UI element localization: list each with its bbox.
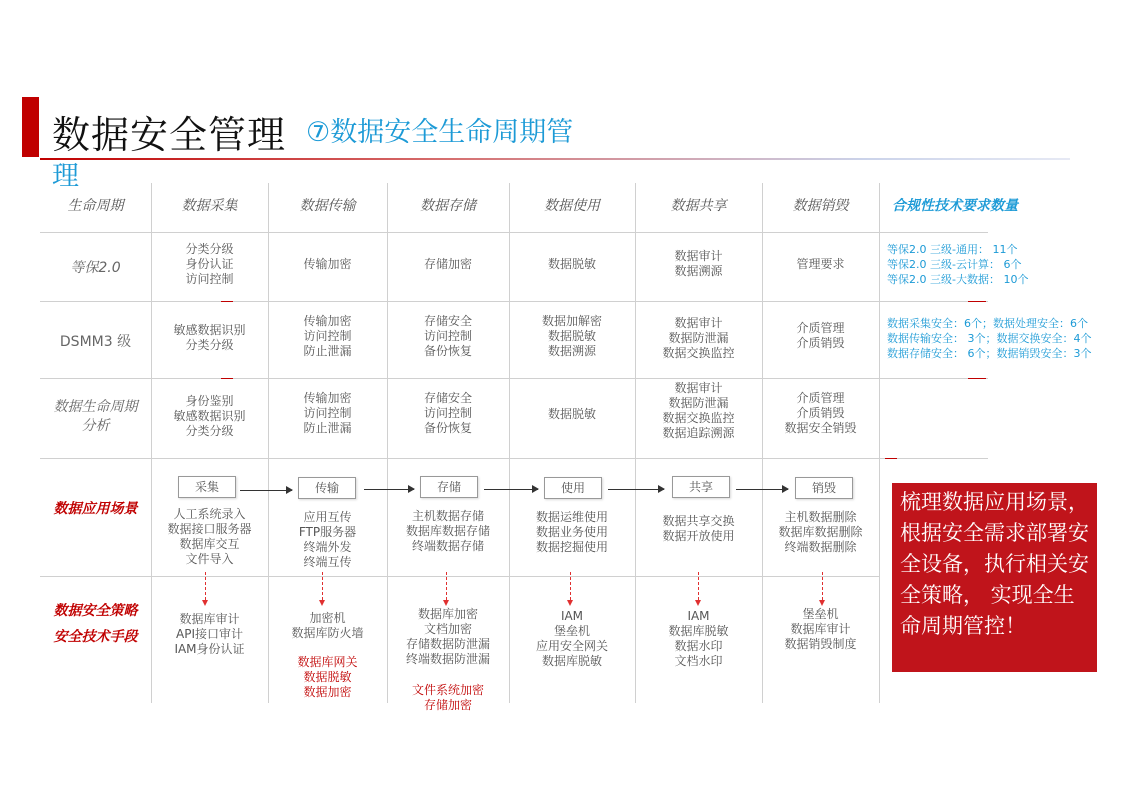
cell: 数据加解密 数据脱敏 数据溯源 xyxy=(541,314,602,358)
cell: 数据审计 数据防泄漏 数据交换监控 数据追踪溯源 xyxy=(662,381,735,440)
row-divider xyxy=(40,232,988,233)
row-divider xyxy=(40,458,988,459)
flow-arrow xyxy=(608,489,664,490)
cell: 存储安全 访问控制 备份恢复 xyxy=(423,314,472,358)
cell: 存储加密 xyxy=(423,257,472,271)
cell: 传输加密 xyxy=(303,257,352,271)
flow-box-collection: 采集 xyxy=(178,476,236,498)
header-transmission: 数据传输 xyxy=(299,198,356,214)
row-label-djbh: 等保2.0 xyxy=(70,260,121,276)
down-arrow xyxy=(698,572,699,600)
red-tick xyxy=(221,378,233,379)
row-label-policy: 数据安全策略 xyxy=(53,603,138,619)
flow-box-storage: 存储 xyxy=(420,476,478,498)
row-label-dsmm: DSMM3 级 xyxy=(59,334,132,350)
flow-arrow xyxy=(484,489,538,490)
cell: 传输加密 访问控制 防止泄漏 xyxy=(303,391,352,435)
column-divider xyxy=(879,183,880,703)
row-label-lifecycle-analysis: 数据生命周期 分析 xyxy=(53,399,138,434)
header-destruction: 数据销毁 xyxy=(792,198,849,214)
cell: 数据审计 数据防泄漏 数据交换监控 xyxy=(662,316,735,360)
row-label-scenarios: 数据应用场景 xyxy=(53,501,138,517)
red-tick xyxy=(968,378,986,379)
down-arrow xyxy=(205,572,206,600)
cell: 数据运维使用 数据业务使用 数据挖掘使用 xyxy=(535,510,608,554)
flow-arrow xyxy=(364,489,414,490)
compliance-count-dsmm: 数据采集安全：6个；数据处理安全：6个 数据传输安全： 3个；数据交换安全：4个 数据存储安全： 6个；数据销毁安全：3个 xyxy=(887,317,1092,360)
header-sharing: 数据共享 xyxy=(670,198,727,214)
row-divider xyxy=(40,576,880,577)
cell: 传输加密 访问控制 防止泄漏 xyxy=(303,314,352,358)
flow-box-destruction: 销毁 xyxy=(795,477,853,499)
cell: 加密机 数据库防火墙 xyxy=(291,611,364,640)
page-subtitle-continued: 理 xyxy=(52,161,79,192)
header-usage: 数据使用 xyxy=(544,198,600,214)
cell: 介质管理 介质销毁 xyxy=(796,321,845,350)
flow-box-usage: 使用 xyxy=(544,477,602,499)
cell: 数据共享交换 数据开放使用 xyxy=(662,514,735,543)
cell: 数据脱敏 xyxy=(547,407,596,421)
cell: IAM 数据库脱敏 数据水印 文档水印 xyxy=(668,609,729,668)
cell: 数据库审计 API接口审计 IAM身份认证 xyxy=(174,612,245,656)
row-divider xyxy=(40,378,988,379)
header-storage: 数据存储 xyxy=(420,198,476,214)
flow-box-transmission: 传输 xyxy=(298,477,356,499)
title-underline xyxy=(40,158,1070,160)
page-title: 数据安全管理 xyxy=(52,113,287,157)
cell: 敏感数据识别 分类分级 xyxy=(173,323,246,352)
cell-highlight: 文件系统加密 存储加密 xyxy=(411,683,484,712)
cell: 堡垒机 数据库审计 数据销毁制度 xyxy=(784,607,857,651)
cell-highlight: 数据库网关 数据脱敏 数据加密 xyxy=(297,655,358,699)
cell: 介质管理 介质销毁 数据安全销毁 xyxy=(784,391,857,435)
cell: 数据库加密 文档加密 存储数据防泄漏 终端数据防泄漏 xyxy=(405,607,490,666)
cell: 身份鉴别 敏感数据识别 分类分级 xyxy=(173,394,246,438)
summary-callout: 梳理数据应用场景， 根据安全需求部署安全设备，执行相关安全策略， 实现全生命周期管控！ xyxy=(892,483,1097,672)
header-collection: 数据采集 xyxy=(181,198,238,214)
header-lifecycle: 生命周期 xyxy=(67,198,124,214)
page-subtitle: ⑦数据安全生命周期管 xyxy=(306,117,574,148)
cell: IAM 堡垒机 应用安全网关 数据库脱敏 xyxy=(535,609,608,668)
title-accent-bar xyxy=(22,97,39,157)
down-arrow xyxy=(446,572,447,600)
down-arrow xyxy=(570,572,571,600)
cell: 应用互传 FTP服务器 终端外发 终端互传 xyxy=(298,510,357,569)
cell: 存储安全 访问控制 备份恢复 xyxy=(423,391,472,435)
row-label-technical-means: 安全技术手段 xyxy=(53,629,138,645)
red-tick xyxy=(968,301,986,302)
down-arrow xyxy=(822,572,823,600)
cell: 分类分级 身份认证 访问控制 xyxy=(185,242,234,286)
flow-box-sharing: 共享 xyxy=(672,476,730,498)
header-compliance: 合规性技术要求数量 xyxy=(892,198,1018,214)
flow-arrow xyxy=(736,489,788,490)
cell: 数据脱敏 xyxy=(547,257,596,271)
red-tick xyxy=(885,458,897,459)
cell: 主机数据删除 数据库数据删除 终端数据删除 xyxy=(778,510,863,554)
down-arrow xyxy=(322,572,323,600)
flow-arrow xyxy=(240,490,292,491)
cell: 数据审计 数据溯源 xyxy=(674,249,723,278)
row-divider xyxy=(40,301,988,302)
cell: 管理要求 xyxy=(796,257,845,271)
cell: 人工系统录入 数据接口服务器 数据库交互 文件导入 xyxy=(167,507,252,566)
cell: 主机数据存储 数据库数据存储 终端数据存储 xyxy=(405,509,490,553)
compliance-count-djbh: 等保2.0 三级-通用： 11个 等保2.0 三级-云计算： 6个 等保2.0 三级-大数据： 10个 xyxy=(887,243,1029,286)
red-tick xyxy=(221,301,233,302)
